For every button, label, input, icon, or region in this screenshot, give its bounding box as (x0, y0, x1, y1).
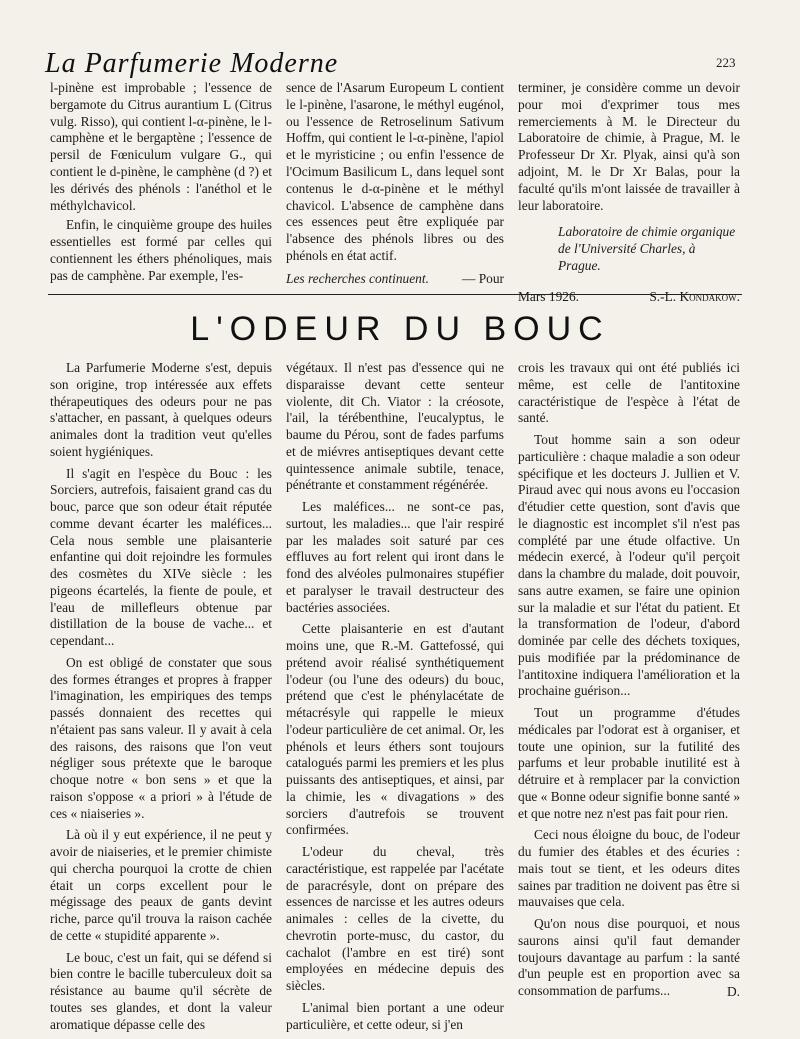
paragraph: La Parfumerie Moderne s'est, depuis son origine, trop intéressée aux effets thérapeutiques des odeurs pour ne pas s'attacher, en passant, à quelques odeurs animales dont la tradition veut qu'elles soient hygiéniques. (50, 360, 272, 459)
paragraph: Qu'on nous dise pourquoi, et nous saurons ainsi qu'il faut demander toujours davantage au parfum : la santé d'un peuple est en proportion avec sa consommation de parfums... (518, 916, 740, 998)
continuation-column-2 (286, 80, 504, 288)
affiliation: Laboratoire de chimie organique de l'Université Charles, à Prague. (558, 224, 736, 273)
running-title: La Parfumerie Moderne (45, 48, 339, 79)
signoff-line (518, 289, 740, 306)
paragraph: Les maléfices... ne sont-ce pas, surtout, les maladies... que l'air respiré par les malades soit saturé par ces effluves au fort relent qui iront dans le fond des alvéoles pulmonaires stupéfier et paralyser le travail destructeur des bactéries associées. (286, 499, 504, 615)
date: Mars 1926. (518, 288, 579, 304)
paragraph: Cette plaisanterie en est d'autant moins une, que R.-M. Gattefossé, qui prétend avoir réalisé synthétiquement l'odeur (ou l'une des odeurs) du bouc, prétend que c'est le phénylacétate de métacrésyle qui rappelle le mieux l'odeur particulière de cet animal. Or, les phénols et leurs éthers sont toujours catalogués parmi les premiers et les plus puissants des antiseptiques, et ainsi, par la chimie, les « divagations » des sorciers d'autrefois se trouvent confirmées. (286, 621, 504, 838)
paragraph: crois les travaux qui ont été publiés ici même, est celle de l'antitoxine caractéristique de l'espèce à l'état de santé. (518, 360, 740, 426)
paragraph: Là où il y eut expérience, il ne peut y avoir de niaiseries, et le premier chimiste qui chercha pourquoi la crotte de chien était un corps excellent pour le mégissage des peaux de gants devint riche, parce qu'il trouva la raison cachée de cette « stupidité apparente ». (50, 827, 272, 943)
closing-left: Les recherches continuent. (286, 270, 429, 286)
paragraph: Le bouc, c'est un fait, qui se défend si bien contre le bacille tuberculeux doit sa résistance au baume qu'il sécrète de toutes ses glandes, et dont la valeur aromatique dépasse celle des (50, 949, 272, 1032)
paragraph: sence de l'Asarum Europeum L contient le l-pinène, l'asarone, le méthyl eugénol, ou l'essence de Retroselinum Sativum Hoffm, qui contient le l-α-pinène, l'apiol et le myristicine ; ou enfin l'essence de l'Ocimum Basilicum L, dans lequel sont contenus le d-α-pinène et le méthyl chavicol. L'absence de camphène dans ces essences peut être expliquée par l'absence des phénols libres ou des phénols en état actif. (286, 80, 504, 263)
article-column-1 (50, 360, 272, 1033)
paragraph: végétaux. Il n'est pas d'essence qui ne disparaisse devant cette senteur violente, dit Ch. Viator : la créosote, l'ail, la térébenthine, l'eucalyptus, le baume du Pérou, sont de fades parfums et de miévres antiseptiques devant cette quintessence animale subtile, tenace, pénétrante et constamment régénérée. (286, 360, 504, 493)
paragraph: Enfin, le cinquième groupe des huiles essentielles est formé par celles qui contiennent les éthers phénoliques, mais pas de camphène. Par exemple, l'es- (50, 217, 272, 283)
paragraph: On est obligé de constater que sous des formes étranges et propres à frapper l'imagination, les empiriques des temps passés donnaient des recettes qui n'étaient pas sans valeur. Il y avait à cela des raisons, des raisons que l'on veut négliger sous prétexte que le baroque choque notre « bon sens » et que la raison s'oppose « a priori » à l'étude de ces « niaiseries ». (50, 654, 272, 821)
paragraph: l-pinène est improbable ; l'essence de bergamote du Citrus aurantium L (Citrus vulg. Risso), qui contient l-α-pinène, le l-camphène et le bergaptène ; l'essence de persil de Fœniculum vulgare G., qui contient le d-pinène, le camphène (d ?) et les dérivés des phénols : l'anéthol et le méthylchavicol. (50, 80, 272, 213)
continuation-column-1 (50, 80, 272, 285)
paragraph: Ceci nous éloigne du bouc, de l'odeur du fumier des étables et des écuries : mais tout se tient, et les odeurs dites saines par tradition ne doivent pas être si mauvaises que cela. (518, 827, 740, 910)
article-column-2 (286, 360, 504, 1033)
paragraph: L'animal bien portant a une odeur particulière, et cette odeur, si j'en (286, 999, 504, 1032)
closing-line (286, 271, 504, 288)
paragraph: Il s'agit en l'espèce du Bouc : les Sorciers, autrefois, faisaient grand cas du bouc, parce que son odeur était réputée comme devant écarter les maléfices... Cela nous semble une plaisanterie enfantine qui doit rejoindre les formules des cosmètes du XIVe siècle : les pigeons écartelés, la fiente de poule, et l'eau de millefleurs obtenue par distillation de la bouse de vache... et cependant... (50, 465, 272, 648)
continuation-column-3 (518, 80, 740, 306)
article-signature: D. (726, 983, 740, 999)
author: S.-L. Kondakow. (649, 288, 740, 304)
article-column-3 (518, 360, 740, 1001)
paragraph: Tout un programme d'études médicales par l'odorat est à organiser, et toute une opinion, sur la futilité des parfums et leur probable inutilité est à détruire et à remplacer par la conviction que « Bonne odeur signifie bonne santé » et que notre nez n'est pas fait pour rien. (518, 705, 741, 821)
paragraph: Tout homme sain a son odeur particulière : chaque maladie a son odeur spécifique et les docteurs J. Jullien et V. Piraud avec qui nous avons eu l'occasion d'étudier cette question, sont d'avis que le diagnostic est incomplet s'il n'est pas complété par une étude olfactive. Un médecin exercé, à l'odeur qu'il perçoit dans la chambre du malade, doit pouvoir, sans autre examen, se faire une opinion sur la maladie et sur l'état du patient. Et la transformation de l'odeur, d'abord dominée par celle des déchets toxiques, puis modifiée par la prédominance de l'antitoxine indiquera l'amélioration et la prochaine guérison... (518, 432, 740, 699)
article-title: L'ODEUR DU BOUC (190, 310, 610, 348)
section-divider (48, 294, 742, 295)
page-number: 223 (716, 55, 736, 70)
paragraph: L'odeur du cheval, très caractéristique, est rappelée par l'acétate de paracrésyle, dont on prépare des essences de narcisse et les autres odeurs animales : celles de la civette, du chevrotin porte-musc, du castor, du cachalot (l'ambre en est tiré) sont employées en médecine depuis des siècles. (286, 844, 504, 993)
closing-right: — Pour (461, 270, 504, 286)
paragraph: terminer, je considère comme un devoir pour moi d'exprimer tous mes remerciements à M. le Directeur du Laboratoire de chimie, à Prague, M. le Professeur Dr Xr. Plyak, ainsi qu'à son adjoint, M. le Dr Xr Balas, pour la faculté qu'ils m'ont laissée de travailler à leur laboratoire. (518, 80, 740, 213)
